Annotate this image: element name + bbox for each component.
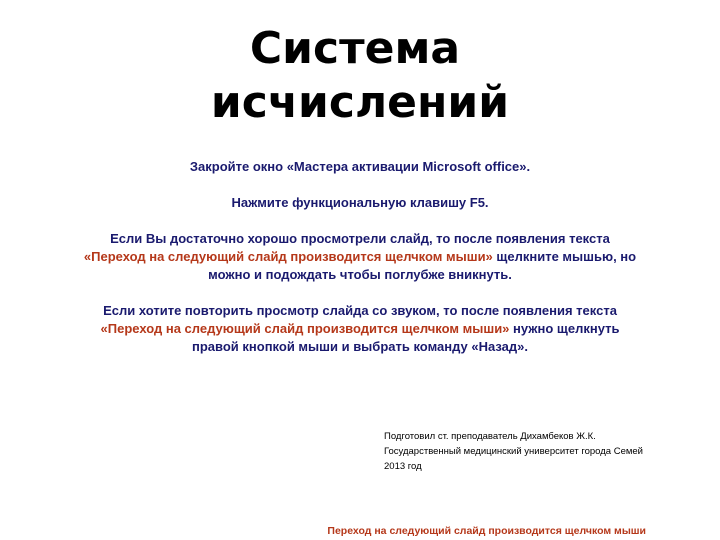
- credits-university: Государственный медицинский университет города Семей: [384, 446, 643, 457]
- instruction-replay-text-after: нужно щелкнуть правой кнопкой мыши и выбрать команду «Назад».: [192, 321, 620, 354]
- instruction-advance-text-after: щелкните мышью, но можно и подождать чтобы поглубже вникнуть.: [208, 249, 637, 282]
- instruction-replay-text-before: Если хотите повторить просмотр слайда со звуком, то после появления текста: [103, 303, 617, 318]
- slide-title: [0, 22, 720, 130]
- instruction-advance: [80, 230, 640, 284]
- slide-title-line-1: Система: [249, 23, 461, 74]
- instruction-advance-text-before: Если Вы достаточно хорошо просмотрели слайд, то после появления текста: [110, 231, 610, 246]
- instruction-replay-highlight: «Переход на следующий слайд производится щелчком мыши»: [100, 321, 510, 336]
- author-credits: [384, 429, 684, 474]
- instruction-advance-highlight: «Переход на следующий слайд производится щелчком мыши»: [83, 249, 493, 264]
- instruction-press-f5: Нажмите функциональную клавишу F5.: [231, 195, 489, 210]
- credits-author: Подготовил ст. преподаватель Дихамбеков Ж.К.: [384, 431, 596, 442]
- credits-year: 2013 год: [384, 461, 422, 472]
- slide-title-line-2: исчислений: [210, 77, 510, 128]
- instructions-block: [80, 158, 640, 356]
- instruction-replay: [80, 302, 640, 356]
- next-slide-hint: Переход на следующий слайд производится щелчком мыши: [327, 525, 646, 537]
- instruction-close-wizard: Закройте окно «Мастера активации Microsoft office».: [189, 159, 531, 174]
